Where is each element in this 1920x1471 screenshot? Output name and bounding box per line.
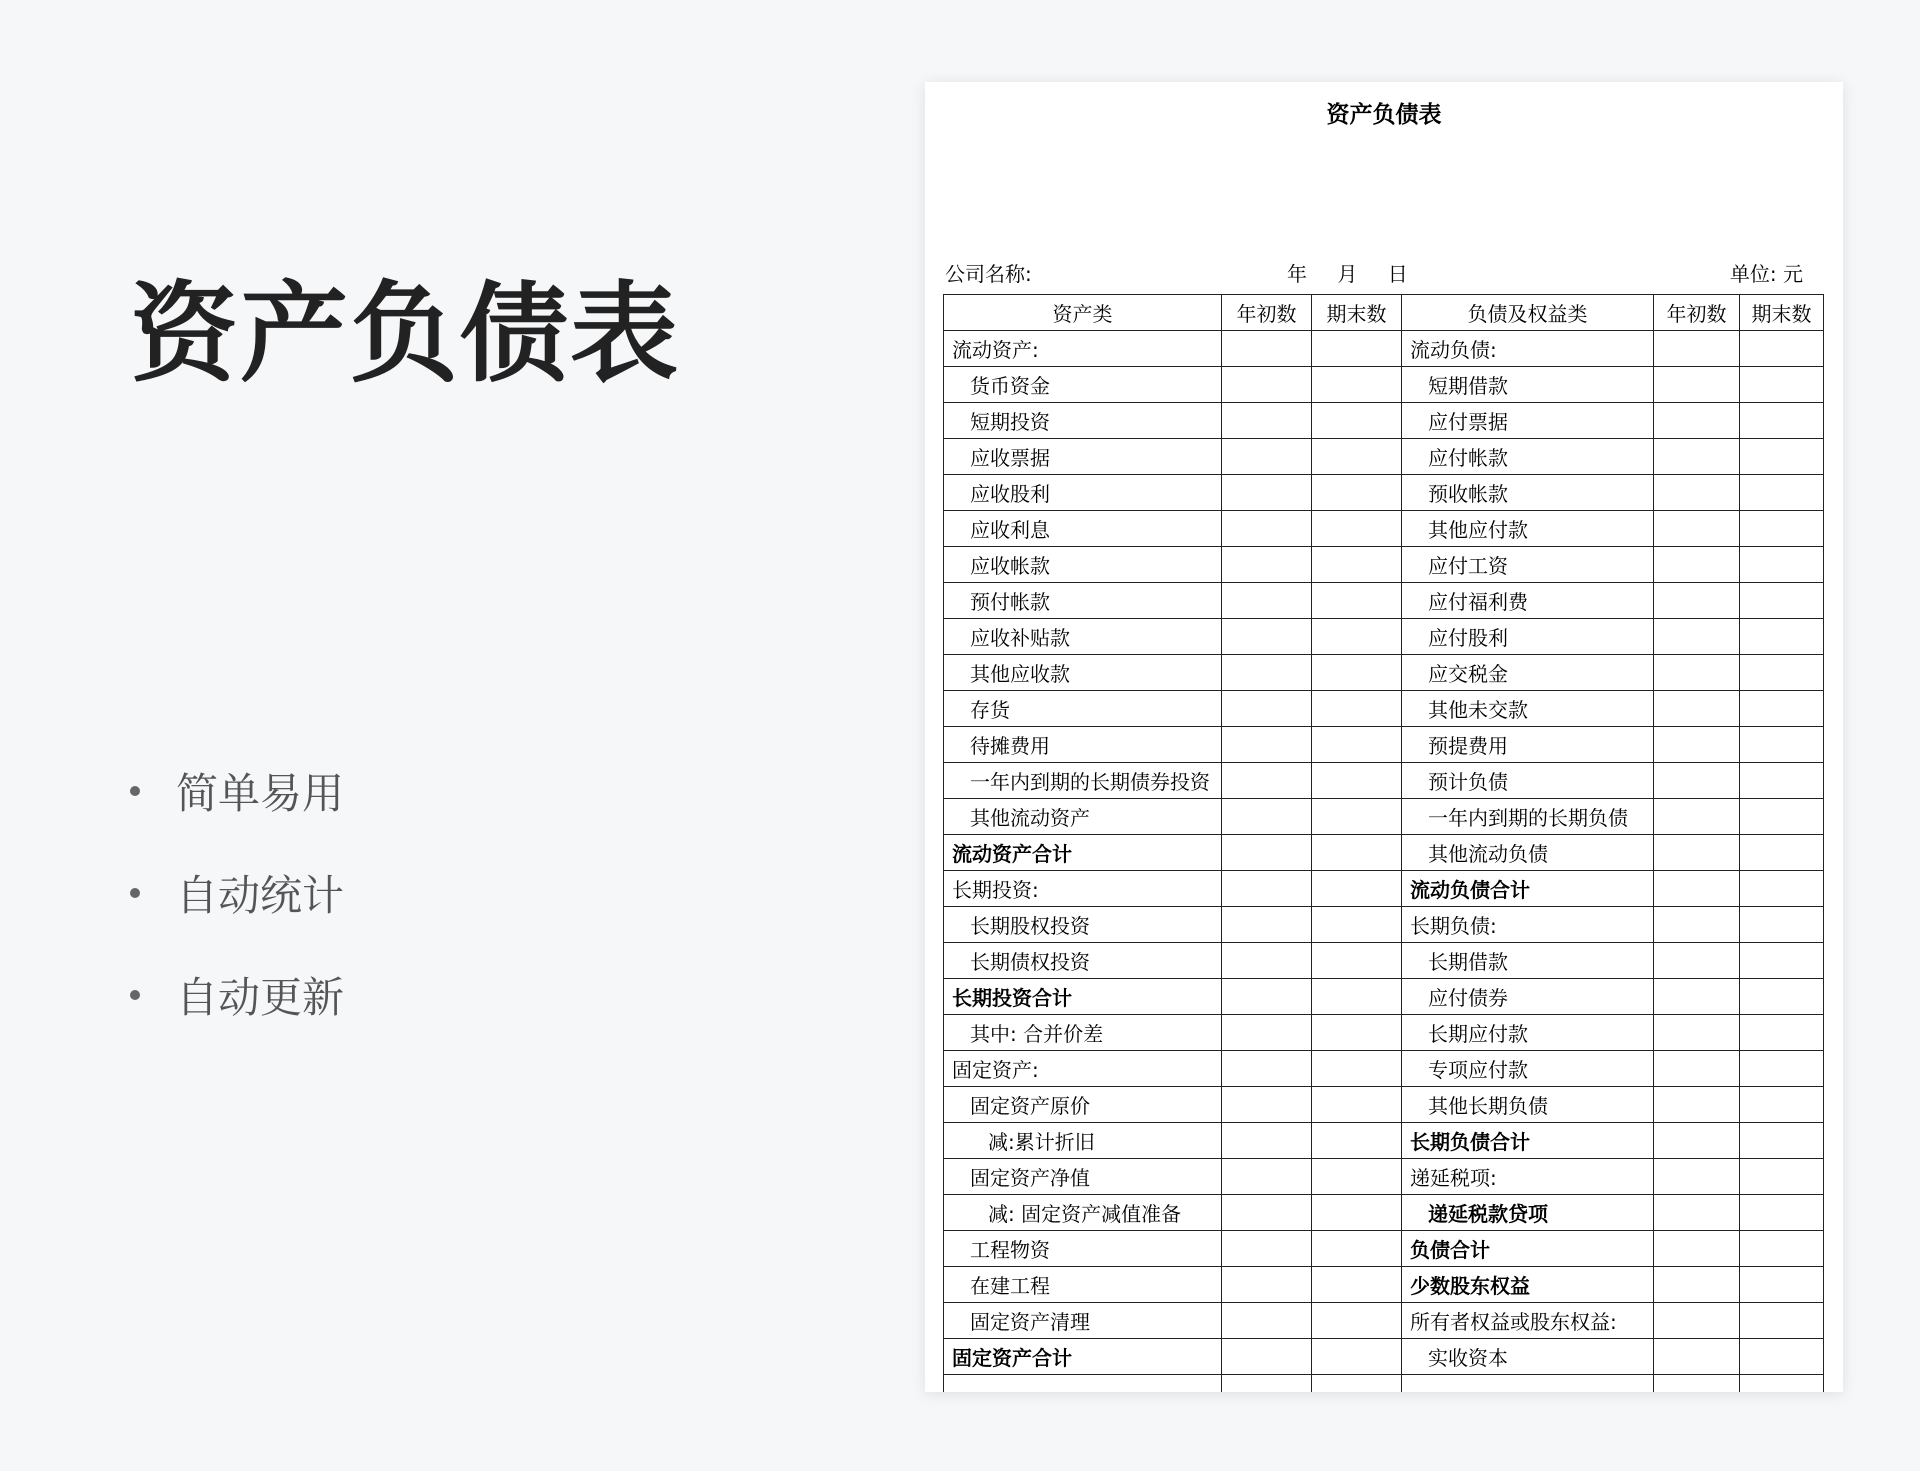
asset-closing-cell[interactable]	[1312, 871, 1402, 907]
asset-opening-cell[interactable]	[1222, 403, 1312, 439]
asset-item-label: 长期股权投资	[944, 907, 1222, 943]
asset-opening-cell[interactable]	[1222, 1087, 1312, 1123]
asset-opening-cell[interactable]	[1222, 1195, 1312, 1231]
liability-opening-cell[interactable]	[1654, 403, 1740, 439]
liability-opening-cell[interactable]	[1654, 619, 1740, 655]
table-row	[944, 907, 1824, 943]
asset-item-label: 应收股利	[944, 475, 1222, 511]
liability-opening-cell[interactable]	[1654, 547, 1740, 583]
asset-item-label: 存货	[944, 691, 1222, 727]
asset-item-label	[944, 1375, 1222, 1393]
sheet-title: 资产负债表	[1326, 102, 1442, 128]
liability-item-label: 其他应付款	[1402, 511, 1654, 547]
table-header-row	[944, 295, 1824, 331]
liability-item-label	[1402, 1375, 1654, 1393]
table-row	[944, 1051, 1824, 1087]
feature-list	[130, 740, 344, 1046]
asset-opening-cell[interactable]	[1222, 1231, 1312, 1267]
liability-item-label: 流动负债合计	[1402, 871, 1654, 907]
asset-closing-cell[interactable]	[1312, 439, 1402, 475]
table-row	[944, 835, 1824, 871]
table-row	[944, 619, 1824, 655]
table-row	[944, 331, 1824, 367]
liability-item-label: 长期借款	[1402, 943, 1654, 979]
asset-closing-cell[interactable]	[1312, 1375, 1402, 1393]
liability-closing-cell[interactable]	[1740, 1051, 1824, 1087]
liability-opening-cell[interactable]	[1654, 871, 1740, 907]
asset-closing-cell[interactable]	[1312, 727, 1402, 763]
asset-closing-cell[interactable]	[1312, 1231, 1402, 1267]
table-row	[944, 691, 1824, 727]
liability-opening-cell[interactable]	[1654, 1375, 1740, 1393]
asset-item-label: 其中: 合并价差	[944, 1015, 1222, 1051]
table-row	[944, 1339, 1824, 1375]
liability-opening-cell[interactable]	[1654, 1087, 1740, 1123]
table-row	[944, 475, 1824, 511]
asset-item-label: 其他应收款	[944, 655, 1222, 691]
asset-closing-cell[interactable]	[1312, 1015, 1402, 1051]
asset-item-label: 长期债权投资	[944, 943, 1222, 979]
table-row	[944, 1375, 1824, 1393]
asset-opening-cell[interactable]	[1222, 1375, 1312, 1393]
table-row	[944, 1195, 1824, 1231]
feature-label: 自动更新	[176, 973, 345, 1022]
table-row	[944, 511, 1824, 547]
asset-closing-cell[interactable]	[1312, 475, 1402, 511]
liability-closing-cell[interactable]	[1740, 367, 1824, 403]
asset-item-label: 应收利息	[944, 511, 1222, 547]
asset-item-label: 固定资产原价	[944, 1087, 1222, 1123]
table-row	[944, 979, 1824, 1015]
asset-closing-cell[interactable]	[1312, 943, 1402, 979]
asset-item-label: 一年内到期的长期债券投资	[944, 763, 1222, 799]
liability-closing-cell[interactable]	[1740, 1195, 1824, 1231]
asset-closing-cell[interactable]	[1312, 619, 1402, 655]
liability-item-label: 应付票据	[1402, 403, 1654, 439]
liability-closing-cell[interactable]	[1740, 1015, 1824, 1051]
liability-opening-cell[interactable]	[1654, 439, 1740, 475]
liability-item-label: 所有者权益或股东权益:	[1402, 1303, 1654, 1339]
unit-label: 单位: 元	[1729, 262, 1803, 286]
asset-closing-cell[interactable]	[1312, 979, 1402, 1015]
asset-closing-cell[interactable]	[1312, 547, 1402, 583]
liability-opening-cell[interactable]	[1654, 1015, 1740, 1051]
header-assets: 资产类	[944, 295, 1222, 331]
asset-closing-cell[interactable]	[1312, 403, 1402, 439]
month-label: 月	[1337, 262, 1358, 286]
liability-closing-cell[interactable]	[1740, 1231, 1824, 1267]
liability-opening-cell[interactable]	[1654, 583, 1740, 619]
balance-sheet-preview	[925, 82, 1843, 1392]
liability-item-label: 预收帐款	[1402, 475, 1654, 511]
year-label: 年	[1287, 262, 1307, 286]
liability-item-label: 短期借款	[1402, 367, 1654, 403]
feature-item	[130, 740, 344, 842]
header-liabilities: 负债及权益类	[1402, 295, 1654, 331]
liability-item-label: 其他流动负债	[1402, 835, 1654, 871]
asset-opening-cell[interactable]	[1222, 1339, 1312, 1375]
asset-item-label: 减: 固定资产减值准备	[944, 1195, 1222, 1231]
table-row	[944, 1123, 1824, 1159]
asset-opening-cell[interactable]	[1222, 583, 1312, 619]
table-row	[944, 1015, 1824, 1051]
liability-item-label: 预计负债	[1402, 763, 1654, 799]
asset-closing-cell[interactable]	[1312, 1303, 1402, 1339]
asset-closing-cell[interactable]	[1312, 1123, 1402, 1159]
liability-opening-cell[interactable]	[1654, 331, 1740, 367]
liability-opening-cell[interactable]	[1654, 1303, 1740, 1339]
asset-closing-cell[interactable]	[1312, 331, 1402, 367]
liability-item-label: 长期负债合计	[1402, 1123, 1654, 1159]
asset-opening-cell[interactable]	[1222, 727, 1312, 763]
asset-item-label: 固定资产:	[944, 1051, 1222, 1087]
day-label: 日	[1387, 262, 1408, 286]
liability-item-label: 少数股东权益	[1402, 1267, 1654, 1303]
table-row	[944, 1267, 1824, 1303]
asset-opening-cell[interactable]	[1222, 1159, 1312, 1195]
asset-opening-cell[interactable]	[1222, 1015, 1312, 1051]
bullet-icon	[130, 990, 140, 1000]
date-label	[1287, 258, 1432, 287]
liability-closing-cell[interactable]	[1740, 655, 1824, 691]
asset-item-label: 应收帐款	[944, 547, 1222, 583]
liability-opening-cell[interactable]	[1654, 727, 1740, 763]
header-liabilities-closing: 期末数	[1740, 295, 1824, 331]
liability-closing-cell[interactable]	[1740, 331, 1824, 367]
liability-item-label: 应付工资	[1402, 547, 1654, 583]
asset-opening-cell[interactable]	[1222, 1051, 1312, 1087]
liability-closing-cell[interactable]	[1740, 727, 1824, 763]
liability-item-label: 流动负债:	[1402, 331, 1654, 367]
liability-item-label: 一年内到期的长期负债	[1402, 799, 1654, 835]
liability-item-label: 负债合计	[1402, 1231, 1654, 1267]
liability-opening-cell[interactable]	[1654, 367, 1740, 403]
liability-item-label: 应付债券	[1402, 979, 1654, 1015]
liability-closing-cell[interactable]	[1740, 1303, 1824, 1339]
liability-closing-cell[interactable]	[1740, 511, 1824, 547]
liability-opening-cell[interactable]	[1654, 1231, 1740, 1267]
asset-closing-cell[interactable]	[1312, 1267, 1402, 1303]
table-row	[944, 547, 1824, 583]
liability-opening-cell[interactable]	[1654, 655, 1740, 691]
feature-label: 自动统计	[176, 871, 345, 920]
asset-item-label: 固定资产清理	[944, 1303, 1222, 1339]
asset-item-label: 流动资产合计	[944, 835, 1222, 871]
liability-item-label: 实收资本	[1402, 1339, 1654, 1375]
asset-opening-cell[interactable]	[1222, 331, 1312, 367]
liability-item-label: 预提费用	[1402, 727, 1654, 763]
liability-opening-cell[interactable]	[1654, 475, 1740, 511]
asset-item-label: 待摊费用	[944, 727, 1222, 763]
asset-opening-cell[interactable]	[1222, 619, 1312, 655]
asset-closing-cell[interactable]	[1312, 511, 1402, 547]
liability-closing-cell[interactable]	[1740, 439, 1824, 475]
liability-item-label: 其他未交款	[1402, 691, 1654, 727]
table-row	[944, 583, 1824, 619]
liability-item-label: 应付股利	[1402, 619, 1654, 655]
asset-opening-cell[interactable]	[1222, 511, 1312, 547]
asset-item-label: 短期投资	[944, 403, 1222, 439]
liability-opening-cell[interactable]	[1654, 1195, 1740, 1231]
asset-closing-cell[interactable]	[1312, 583, 1402, 619]
liability-item-label: 应交税金	[1402, 655, 1654, 691]
asset-opening-cell[interactable]	[1222, 799, 1312, 835]
table-row	[944, 727, 1824, 763]
liability-item-label: 递延税款贷项	[1402, 1195, 1654, 1231]
asset-opening-cell[interactable]	[1222, 1267, 1312, 1303]
asset-item-label: 长期投资:	[944, 871, 1222, 907]
liability-closing-cell[interactable]	[1740, 1159, 1824, 1195]
hero-title: 资产负债表	[130, 272, 681, 397]
liability-opening-cell[interactable]	[1654, 979, 1740, 1015]
balance-sheet-table	[943, 294, 1824, 1392]
asset-opening-cell[interactable]	[1222, 691, 1312, 727]
feature-item	[130, 842, 344, 944]
asset-closing-cell[interactable]	[1312, 1339, 1402, 1375]
feature-item	[130, 944, 344, 1046]
asset-opening-cell[interactable]	[1222, 763, 1312, 799]
asset-closing-cell[interactable]	[1312, 835, 1402, 871]
table-row	[944, 367, 1824, 403]
company-name-label: 公司名称:	[945, 262, 1032, 286]
table-row	[944, 1231, 1824, 1267]
asset-closing-cell[interactable]	[1312, 1087, 1402, 1123]
asset-opening-cell[interactable]	[1222, 1303, 1312, 1339]
header-assets-closing: 期末数	[1312, 295, 1402, 331]
liability-opening-cell[interactable]	[1654, 1123, 1740, 1159]
asset-opening-cell[interactable]	[1222, 367, 1312, 403]
asset-opening-cell[interactable]	[1222, 475, 1312, 511]
liability-opening-cell[interactable]	[1654, 763, 1740, 799]
header-assets-opening: 年初数	[1222, 295, 1312, 331]
asset-item-label: 工程物资	[944, 1231, 1222, 1267]
liability-item-label: 应付福利费	[1402, 583, 1654, 619]
asset-item-label: 预付帐款	[944, 583, 1222, 619]
liability-item-label: 长期负债:	[1402, 907, 1654, 943]
asset-opening-cell[interactable]	[1222, 943, 1312, 979]
liability-opening-cell[interactable]	[1654, 835, 1740, 871]
asset-opening-cell[interactable]	[1222, 439, 1312, 475]
table-row	[944, 1159, 1824, 1195]
liability-closing-cell[interactable]	[1740, 691, 1824, 727]
liability-closing-cell[interactable]	[1740, 1123, 1824, 1159]
bullet-icon	[130, 786, 140, 796]
asset-closing-cell[interactable]	[1312, 1159, 1402, 1195]
liability-opening-cell[interactable]	[1654, 691, 1740, 727]
asset-closing-cell[interactable]	[1312, 1195, 1402, 1231]
table-row	[944, 1303, 1824, 1339]
asset-opening-cell[interactable]	[1222, 547, 1312, 583]
liability-item-label: 长期应付款	[1402, 1015, 1654, 1051]
table-row	[944, 403, 1824, 439]
liability-closing-cell[interactable]	[1740, 979, 1824, 1015]
liability-opening-cell[interactable]	[1654, 511, 1740, 547]
asset-item-label: 固定资产净值	[944, 1159, 1222, 1195]
table-row	[944, 943, 1824, 979]
asset-closing-cell[interactable]	[1312, 799, 1402, 835]
liability-opening-cell[interactable]	[1654, 1051, 1740, 1087]
asset-closing-cell[interactable]	[1312, 655, 1402, 691]
asset-opening-cell[interactable]	[1222, 907, 1312, 943]
asset-item-label: 固定资产合计	[944, 1339, 1222, 1375]
liability-opening-cell[interactable]	[1654, 1267, 1740, 1303]
asset-item-label: 应收票据	[944, 439, 1222, 475]
asset-closing-cell[interactable]	[1312, 763, 1402, 799]
feature-label: 简单易用	[176, 769, 345, 818]
table-row	[944, 439, 1824, 475]
table-row	[944, 799, 1824, 835]
liability-opening-cell[interactable]	[1654, 799, 1740, 835]
asset-opening-cell[interactable]	[1222, 871, 1312, 907]
asset-closing-cell[interactable]	[1312, 1051, 1402, 1087]
liability-closing-cell[interactable]	[1740, 1339, 1824, 1375]
liability-closing-cell[interactable]	[1740, 907, 1824, 943]
asset-item-label: 货币资金	[944, 367, 1222, 403]
asset-item-label: 其他流动资产	[944, 799, 1222, 835]
liability-item-label: 应付帐款	[1402, 439, 1654, 475]
bullet-icon	[130, 888, 140, 898]
asset-closing-cell[interactable]	[1312, 907, 1402, 943]
asset-opening-cell[interactable]	[1222, 655, 1312, 691]
liability-closing-cell[interactable]	[1740, 1087, 1824, 1123]
liability-closing-cell[interactable]	[1740, 943, 1824, 979]
asset-opening-cell[interactable]	[1222, 1123, 1312, 1159]
liability-closing-cell[interactable]	[1740, 871, 1824, 907]
liability-closing-cell[interactable]	[1740, 403, 1824, 439]
asset-closing-cell[interactable]	[1312, 367, 1402, 403]
table-row	[944, 763, 1824, 799]
liability-closing-cell[interactable]	[1740, 619, 1824, 655]
table-row	[944, 871, 1824, 907]
asset-opening-cell[interactable]	[1222, 979, 1312, 1015]
asset-item-label: 流动资产:	[944, 331, 1222, 367]
liability-closing-cell[interactable]	[1740, 583, 1824, 619]
liability-opening-cell[interactable]	[1654, 1159, 1740, 1195]
liability-closing-cell[interactable]	[1740, 547, 1824, 583]
table-row	[944, 655, 1824, 691]
table-row	[944, 1087, 1824, 1123]
asset-item-label: 减:累计折旧	[944, 1123, 1222, 1159]
liability-opening-cell[interactable]	[1654, 907, 1740, 943]
liability-item-label: 专项应付款	[1402, 1051, 1654, 1087]
asset-opening-cell[interactable]	[1222, 835, 1312, 871]
asset-item-label: 在建工程	[944, 1267, 1222, 1303]
asset-item-label: 长期投资合计	[944, 979, 1222, 1015]
liability-closing-cell[interactable]	[1740, 835, 1824, 871]
header-liabilities-opening: 年初数	[1654, 295, 1740, 331]
liability-opening-cell[interactable]	[1654, 1339, 1740, 1375]
liability-closing-cell[interactable]	[1740, 799, 1824, 835]
asset-closing-cell[interactable]	[1312, 691, 1402, 727]
liability-closing-cell[interactable]	[1740, 1267, 1824, 1303]
liability-item-label: 递延税项:	[1402, 1159, 1654, 1195]
liability-opening-cell[interactable]	[1654, 943, 1740, 979]
liability-closing-cell[interactable]	[1740, 475, 1824, 511]
liability-closing-cell[interactable]	[1740, 1375, 1824, 1393]
asset-item-label: 应收补贴款	[944, 619, 1222, 655]
liability-item-label: 其他长期负债	[1402, 1087, 1654, 1123]
liability-closing-cell[interactable]	[1740, 763, 1824, 799]
